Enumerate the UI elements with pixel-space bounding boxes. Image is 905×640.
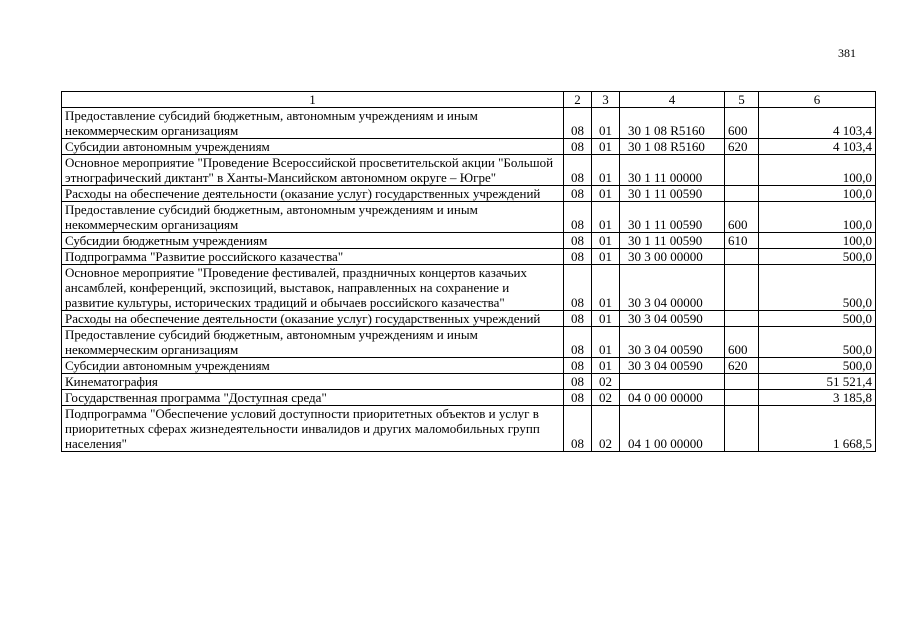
row-subsection-cell: 01 [592,202,620,233]
row-expense-type-cell [725,186,759,202]
table-row [62,249,876,265]
row-target-article-cell: 30 3 04 00590 [620,358,725,374]
row-section-cell: 08 [564,108,592,139]
header-cell-2: 2 [564,92,592,108]
row-name-cell: Субсидии автономным учреждениям [62,139,564,155]
row-name-cell: Субсидии бюджетным учреждениям [62,233,564,249]
row-expense-type-cell: 620 [725,139,759,155]
row-amount-cell: 4 103,4 [759,139,876,155]
row-name-cell: Расходы на обеспечение деятельности (оказание услуг) государственных учреждений [62,186,564,202]
row-name-cell: Кинематография [62,374,564,390]
row-section-cell: 08 [564,265,592,311]
row-section-cell: 08 [564,311,592,327]
table-row [62,108,876,139]
row-amount-cell: 500,0 [759,265,876,311]
row-target-article-cell: 30 1 11 00590 [620,202,725,233]
row-subsection-cell: 01 [592,108,620,139]
table-row [62,265,876,311]
table-row [62,406,876,452]
row-section-cell: 08 [564,186,592,202]
row-target-article-cell: 30 3 04 00000 [620,265,725,311]
row-target-article-cell: 30 1 08 R5160 [620,139,725,155]
row-amount-cell: 100,0 [759,233,876,249]
row-section-cell: 08 [564,390,592,406]
row-expense-type-cell [725,265,759,311]
row-expense-type-cell: 620 [725,358,759,374]
row-subsection-cell: 02 [592,390,620,406]
table-row [62,390,876,406]
row-expense-type-cell: 600 [725,202,759,233]
row-target-article-cell: 30 3 04 00590 [620,327,725,358]
page-number: 381 [838,46,856,60]
row-subsection-cell: 01 [592,311,620,327]
row-expense-type-cell [725,390,759,406]
table-row [62,374,876,390]
row-target-article-cell: 30 1 11 00000 [620,155,725,186]
table-body [62,108,876,452]
row-name-cell: Подпрограмма "Развитие российского казачества" [62,249,564,265]
row-section-cell: 08 [564,374,592,390]
row-name-cell: Основное мероприятие "Проведение фестивалей, праздничных концертов казачьих ансамблей, конференций, экспозиций, выставок, направленных на сохранение и развитие культуры, исторических традиций и обычаев российского казачества" [62,265,564,311]
row-subsection-cell: 01 [592,249,620,265]
table-row [62,233,876,249]
row-amount-cell: 51 521,4 [759,374,876,390]
row-expense-type-cell [725,249,759,265]
table-row [62,311,876,327]
row-amount-cell: 100,0 [759,155,876,186]
table-row [62,202,876,233]
row-expense-type-cell: 610 [725,233,759,249]
budget-table [61,91,876,452]
row-amount-cell: 100,0 [759,186,876,202]
row-subsection-cell: 01 [592,358,620,374]
header-row [62,92,876,108]
row-section-cell: 08 [564,155,592,186]
row-subsection-cell: 01 [592,265,620,311]
row-subsection-cell: 01 [592,233,620,249]
row-subsection-cell: 01 [592,186,620,202]
row-target-article-cell: 30 1 08 R5160 [620,108,725,139]
header-cell-3: 3 [592,92,620,108]
row-name-cell: Субсидии автономным учреждениям [62,358,564,374]
header-cell-6: 6 [759,92,876,108]
row-expense-type-cell [725,311,759,327]
row-amount-cell: 500,0 [759,327,876,358]
row-target-article-cell: 04 1 00 00000 [620,406,725,452]
row-target-article-cell: 04 0 00 00000 [620,390,725,406]
row-expense-type-cell [725,374,759,390]
row-section-cell: 08 [564,327,592,358]
row-name-cell: Расходы на обеспечение деятельности (оказание услуг) государственных учреждений [62,311,564,327]
row-expense-type-cell: 600 [725,327,759,358]
row-name-cell: Основное мероприятие "Проведение Всероссийской просветительской акции "Большой этнографический диктант" в Ханты-Мансийском автономном округе – Югре" [62,155,564,186]
row-amount-cell: 3 185,8 [759,390,876,406]
row-expense-type-cell [725,406,759,452]
row-section-cell: 08 [564,406,592,452]
row-expense-type-cell [725,155,759,186]
row-subsection-cell: 01 [592,139,620,155]
row-name-cell: Предоставление субсидий бюджетным, автономным учреждениям и иным некоммерческим организациям [62,108,564,139]
row-amount-cell: 4 103,4 [759,108,876,139]
row-name-cell: Предоставление субсидий бюджетным, автономным учреждениям и иным некоммерческим организациям [62,202,564,233]
row-target-article-cell [620,374,725,390]
header-cell-5: 5 [725,92,759,108]
row-subsection-cell: 01 [592,155,620,186]
row-name-cell: Предоставление субсидий бюджетным, автономным учреждениям и иным некоммерческим организациям [62,327,564,358]
row-subsection-cell: 01 [592,327,620,358]
row-target-article-cell: 30 1 11 00590 [620,186,725,202]
row-section-cell: 08 [564,139,592,155]
row-section-cell: 08 [564,233,592,249]
table-row [62,139,876,155]
header-cell-4: 4 [620,92,725,108]
row-subsection-cell: 02 [592,374,620,390]
row-name-cell: Подпрограмма "Обеспечение условий доступности приоритетных объектов и услуг в приоритетных сферах жизнедеятельности инвалидов и других маломобильных групп населения" [62,406,564,452]
row-expense-type-cell: 600 [725,108,759,139]
row-amount-cell: 500,0 [759,358,876,374]
row-name-cell: Государственная программа "Доступная среда" [62,390,564,406]
row-target-article-cell: 30 3 04 00590 [620,311,725,327]
row-amount-cell: 500,0 [759,311,876,327]
table-row [62,155,876,186]
row-section-cell: 08 [564,249,592,265]
row-amount-cell: 100,0 [759,202,876,233]
row-amount-cell: 1 668,5 [759,406,876,452]
row-target-article-cell: 30 3 00 00000 [620,249,725,265]
table-row [62,327,876,358]
row-subsection-cell: 02 [592,406,620,452]
row-section-cell: 08 [564,202,592,233]
row-target-article-cell: 30 1 11 00590 [620,233,725,249]
row-section-cell: 08 [564,358,592,374]
header-cell-1: 1 [62,92,564,108]
row-amount-cell: 500,0 [759,249,876,265]
table-row [62,186,876,202]
table-row [62,358,876,374]
